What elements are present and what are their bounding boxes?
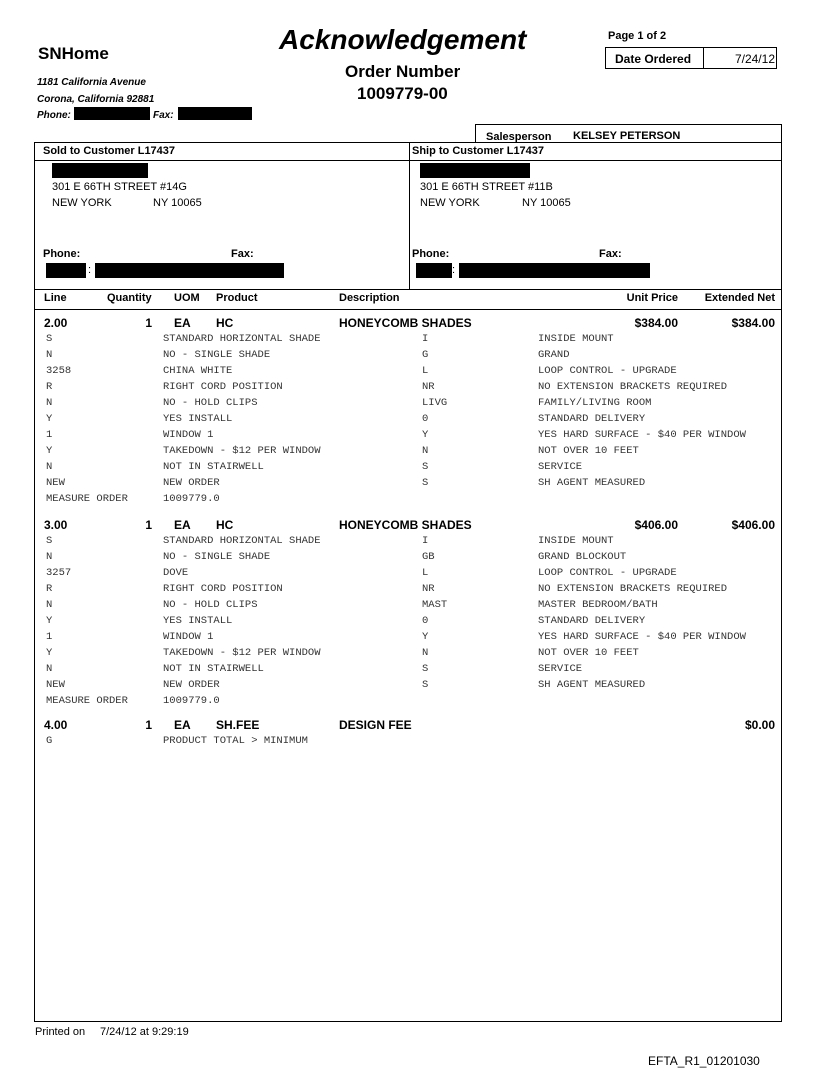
order-number-label: Order Number (345, 62, 461, 81)
detail-option-text: LOOP CONTROL - UPGRADE (538, 567, 677, 579)
detail-text: CHINA WHITE (163, 365, 233, 377)
col-line: Line (44, 292, 67, 304)
colon-separator: : (452, 264, 456, 276)
detail-code: N (46, 663, 53, 675)
detail-option-code: L (422, 365, 429, 377)
item-product: HC (216, 518, 234, 532)
detail-option-code: N (422, 445, 429, 457)
detail-text: STANDARD HORIZONTAL SHADE (163, 333, 321, 345)
detail-option-text: YES HARD SURFACE - $40 PER WINDOW (538, 631, 746, 643)
salesperson-value: KELSEY PETERSON (573, 130, 681, 142)
detail-option-text: NOT OVER 10 FEET (538, 647, 639, 659)
detail-text: YES INSTALL (163, 615, 233, 627)
item-unit-price: $384.00 (634, 316, 678, 330)
salesperson-label: Salesperson (486, 131, 552, 143)
col-description: Description (339, 292, 400, 304)
divider (475, 124, 476, 142)
detail-text: NO - HOLD CLIPS (163, 599, 258, 611)
detail-code: Y (46, 647, 53, 659)
divider (781, 124, 782, 142)
detail-text: TAKEDOWN - $12 PER WINDOW (163, 647, 321, 659)
detail-code: N (46, 461, 53, 473)
divider (34, 160, 782, 161)
detail-code: R (46, 381, 53, 393)
detail-text: NO - HOLD CLIPS (163, 397, 258, 409)
detail-option-text: SH AGENT MEASURED (538, 679, 646, 691)
detail-option-text: NOT OVER 10 FEET (538, 445, 639, 457)
company-fax-label: Fax: (153, 110, 174, 121)
divider (475, 124, 781, 125)
divider (409, 142, 410, 289)
divider (703, 47, 704, 69)
item-line-number: 4.00 (44, 718, 68, 732)
detail-code: N (46, 397, 53, 409)
detail-text: 1009779.0 (163, 493, 220, 505)
detail-option-text: STANDARD DELIVERY (538, 413, 646, 425)
detail-option-code: 0 (422, 615, 429, 627)
detail-code: G (46, 735, 53, 747)
company-phone-label: Phone: (37, 110, 71, 121)
redacted-block (459, 263, 650, 278)
detail-text: NOT IN STAIRWELL (163, 461, 264, 473)
item-unit-price: $406.00 (634, 518, 678, 532)
detail-option-code: S (422, 477, 429, 489)
detail-option-text: LOOP CONTROL - UPGRADE (538, 365, 677, 377)
detail-text: NEW ORDER (163, 477, 220, 489)
detail-option-text: GRAND (538, 349, 570, 361)
item-extended-net: $406.00 (731, 518, 775, 532)
ship-to-fax-label: Fax: (599, 248, 622, 260)
sold-to-state-zip: NY 10065 (153, 197, 202, 209)
detail-option-text: GRAND BLOCKOUT (538, 551, 627, 563)
item-description: HONEYCOMB SHADES (339, 316, 472, 330)
col-unit-price: Unit Price (626, 292, 678, 304)
ship-to-street: 301 E 66TH STREET #11B (420, 181, 553, 193)
ship-to-phone-label: Phone: (412, 248, 450, 260)
detail-code: MEASURE ORDER (46, 695, 128, 707)
redacted-block (46, 263, 86, 278)
detail-option-text: INSIDE MOUNT (538, 333, 614, 345)
detail-code: Y (46, 413, 53, 425)
item-quantity: 1 (145, 718, 152, 732)
detail-option-text: INSIDE MOUNT (538, 535, 614, 547)
order-number: 1009779-00 (357, 84, 448, 103)
redacted-block (420, 163, 530, 178)
item-extended-net: $384.00 (731, 316, 775, 330)
divider (34, 289, 782, 290)
col-quantity: Quantity (107, 292, 152, 304)
detail-code: Y (46, 615, 53, 627)
printed-label: Printed on (35, 1026, 86, 1038)
redacted-block (52, 163, 148, 178)
date-ordered-label: Date Ordered (615, 52, 692, 66)
detail-option-text: NO EXTENSION BRACKETS REQUIRED (538, 583, 728, 595)
detail-option-text: NO EXTENSION BRACKETS REQUIRED (538, 381, 728, 393)
divider (34, 309, 782, 310)
detail-text: RIGHT CORD POSITION (163, 583, 283, 595)
detail-code: N (46, 551, 53, 563)
detail-option-text: SH AGENT MEASURED (538, 477, 646, 489)
detail-text: PRODUCT TOTAL > MINIMUM (163, 735, 308, 747)
detail-option-code: NR (422, 583, 435, 595)
detail-code: 3258 (46, 365, 72, 377)
detail-option-code: LIVG (422, 397, 448, 409)
col-extended-net: Extended Net (704, 292, 775, 304)
detail-code: 1 (46, 429, 53, 441)
detail-code: NEW (46, 477, 65, 489)
detail-option-code: Y (422, 631, 429, 643)
item-product: SH.FEE (216, 718, 260, 732)
detail-code: R (46, 583, 53, 595)
detail-text: NOT IN STAIRWELL (163, 663, 264, 675)
sold-to-city: NEW YORK (52, 197, 112, 209)
detail-option-code: 0 (422, 413, 429, 425)
detail-text: WINDOW 1 (163, 429, 214, 441)
detail-option-code: S (422, 663, 429, 675)
detail-code: MEASURE ORDER (46, 493, 128, 505)
detail-option-code: NR (422, 381, 435, 393)
item-uom: EA (174, 518, 191, 532)
detail-text: 1009779.0 (163, 695, 220, 707)
detail-text: TAKEDOWN - $12 PER WINDOW (163, 445, 321, 457)
detail-code: N (46, 349, 53, 361)
date-ordered-value: 7/24/12 (734, 52, 775, 66)
detail-code: Y (46, 445, 53, 457)
item-description: HONEYCOMB SHADES (339, 518, 472, 532)
item-extended-net: $0.00 (744, 718, 775, 732)
detail-option-text: STANDARD DELIVERY (538, 615, 646, 627)
detail-code: 3257 (46, 567, 72, 579)
sold-to-phone-label: Phone: (43, 248, 81, 260)
redacted-block (416, 263, 452, 278)
detail-option-text: FAMILY/LIVING ROOM (538, 397, 652, 409)
item-product: HC (216, 316, 234, 330)
detail-text: NO - SINGLE SHADE (163, 349, 271, 361)
item-line-number: 2.00 (44, 316, 68, 330)
detail-code: S (46, 535, 53, 547)
detail-code: NEW (46, 679, 65, 691)
detail-code: N (46, 599, 53, 611)
detail-text: RIGHT CORD POSITION (163, 381, 283, 393)
company-name: SNHome (38, 44, 109, 63)
detail-option-code: G (422, 349, 429, 361)
item-uom: EA (174, 316, 191, 330)
item-quantity: 1 (145, 316, 152, 330)
detail-option-text: MASTER BEDROOM/BATH (538, 599, 658, 611)
detail-text: NO - SINGLE SHADE (163, 551, 271, 563)
printed-value: 7/24/12 at 9:29:19 (100, 1026, 189, 1038)
colon-separator: : (88, 264, 92, 276)
col-uom: UOM (174, 292, 200, 304)
detail-option-code: I (422, 333, 429, 345)
page-indicator: Page 1 of 2 (608, 30, 667, 42)
detail-option-text: SERVICE (538, 461, 583, 473)
page-title: Acknowledgement (279, 24, 527, 55)
detail-option-code: S (422, 461, 429, 473)
redacted-block (95, 263, 284, 278)
detail-text: YES INSTALL (163, 413, 233, 425)
detail-text: NEW ORDER (163, 679, 220, 691)
detail-text: DOVE (163, 567, 189, 579)
detail-option-code: I (422, 535, 429, 547)
redacted-block (178, 107, 252, 120)
item-line-number: 3.00 (44, 518, 68, 532)
ship-to-header: Ship to Customer L17437 (412, 145, 545, 157)
col-product: Product (216, 292, 258, 304)
document-id: EFTA_R1_01201030 (648, 1054, 760, 1068)
company-address-line2: Corona, California 92881 (37, 94, 155, 105)
detail-option-code: MAST (422, 599, 448, 611)
detail-text: WINDOW 1 (163, 631, 214, 643)
detail-option-code: L (422, 567, 429, 579)
redacted-block (74, 107, 150, 120)
detail-option-code: GB (422, 551, 435, 563)
detail-option-text: YES HARD SURFACE - $40 PER WINDOW (538, 429, 746, 441)
detail-option-code: Y (422, 429, 429, 441)
detail-code: 1 (46, 631, 53, 643)
item-quantity: 1 (145, 518, 152, 532)
sold-to-header: Sold to Customer L17437 (43, 145, 176, 157)
detail-code: S (46, 333, 53, 345)
item-uom: EA (174, 718, 191, 732)
detail-option-text: SERVICE (538, 663, 583, 675)
sold-to-fax-label: Fax: (231, 248, 254, 260)
detail-option-code: N (422, 647, 429, 659)
sold-to-street: 301 E 66TH STREET #14G (52, 181, 187, 193)
detail-option-code: S (422, 679, 429, 691)
ship-to-state-zip: NY 10065 (522, 197, 571, 209)
ship-to-city: NEW YORK (420, 197, 480, 209)
item-description: DESIGN FEE (339, 718, 412, 732)
company-address-line1: 1181 California Avenue (37, 77, 146, 88)
detail-text: STANDARD HORIZONTAL SHADE (163, 535, 321, 547)
